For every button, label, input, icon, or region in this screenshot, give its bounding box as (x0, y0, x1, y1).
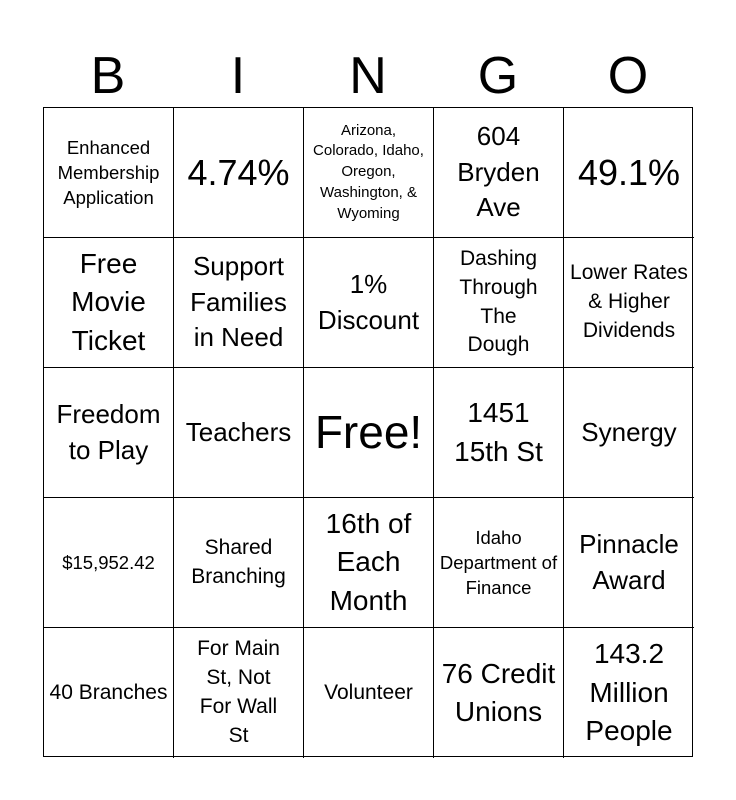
cell-text: Pinnacle Award (579, 529, 679, 595)
bingo-header (43, 44, 693, 108)
header-letter-g: G (477, 47, 519, 105)
cell-text: Volunteer (324, 680, 413, 704)
cell-text: Idaho Department of Finance (439, 526, 558, 599)
cell-text: 16th of Each Month (325, 507, 412, 616)
header-letter-b: B (90, 47, 126, 105)
cell-text: Free Movie Ticket (71, 247, 146, 356)
bingo-cell-b3[interactable] (44, 368, 174, 498)
bingo-cell-i5[interactable] (174, 628, 304, 758)
cell-text: 1451 15th St (454, 397, 543, 467)
cell-text: 40 Branches (49, 680, 168, 704)
bingo-cell-b5[interactable] (44, 628, 174, 758)
bingo-cell-n5[interactable] (304, 628, 434, 758)
cell-text: Enhanced Membership Application (57, 136, 160, 209)
bingo-cell-g5[interactable] (434, 628, 564, 758)
cell-text: 76 Credit Unions (441, 657, 556, 727)
cell-text: Freedom to Play (56, 399, 161, 465)
bingo-cell-free[interactable] (304, 368, 434, 498)
bingo-cell-o1[interactable] (564, 108, 694, 238)
cell-text: Arizona, Colorado, Idaho, Oregon, Washington, & Wyoming (313, 121, 424, 222)
header-letter-i: I (230, 47, 246, 105)
bingo-cell-n4[interactable] (304, 498, 434, 628)
bingo-cell-o5[interactable] (564, 628, 694, 758)
cell-text: Dashing Through The Dough (459, 246, 538, 357)
bingo-cell-n1[interactable] (304, 108, 434, 238)
bingo-cell-i3[interactable] (174, 368, 304, 498)
cell-text: $15,952.42 (62, 551, 155, 573)
cell-text: Teachers (185, 416, 292, 447)
header-letter-o: O (607, 47, 649, 105)
cell-text: Lower Rates & Higher Dividends (570, 261, 688, 342)
bingo-cell-o2[interactable] (564, 238, 694, 368)
cell-text: Synergy (581, 416, 677, 447)
header-letter-n: N (349, 47, 387, 105)
cell-text: Shared Branching (191, 535, 286, 588)
bingo-board (43, 107, 693, 757)
cell-text: For Main St, Not For Wall St (197, 637, 280, 747)
bingo-cell-o4[interactable] (564, 498, 694, 628)
bingo-cell-i2[interactable] (174, 238, 304, 368)
bingo-cell-g2[interactable] (434, 238, 564, 368)
bingo-cell-i4[interactable] (174, 498, 304, 628)
bingo-cell-n2[interactable] (304, 238, 434, 368)
bingo-cell-g4[interactable] (434, 498, 564, 628)
bingo-cell-b1[interactable] (44, 108, 174, 238)
cell-text: 143.2 Million People (585, 638, 673, 747)
bingo-cell-b2[interactable] (44, 238, 174, 368)
cell-text: Support Families in Need (190, 251, 287, 353)
bingo-cell-g1[interactable] (434, 108, 564, 238)
cell-text: Free! (314, 406, 423, 459)
bingo-cell-b4[interactable] (44, 498, 174, 628)
cell-text: 1% Discount (317, 269, 420, 335)
bingo-cell-g3[interactable] (434, 368, 564, 498)
cell-text: 49.1% (577, 151, 681, 193)
cell-text: 4.74% (187, 151, 290, 193)
cell-text: 604 Bryden Ave (457, 121, 540, 223)
bingo-cell-o3[interactable] (564, 368, 694, 498)
bingo-cell-i1[interactable] (174, 108, 304, 238)
